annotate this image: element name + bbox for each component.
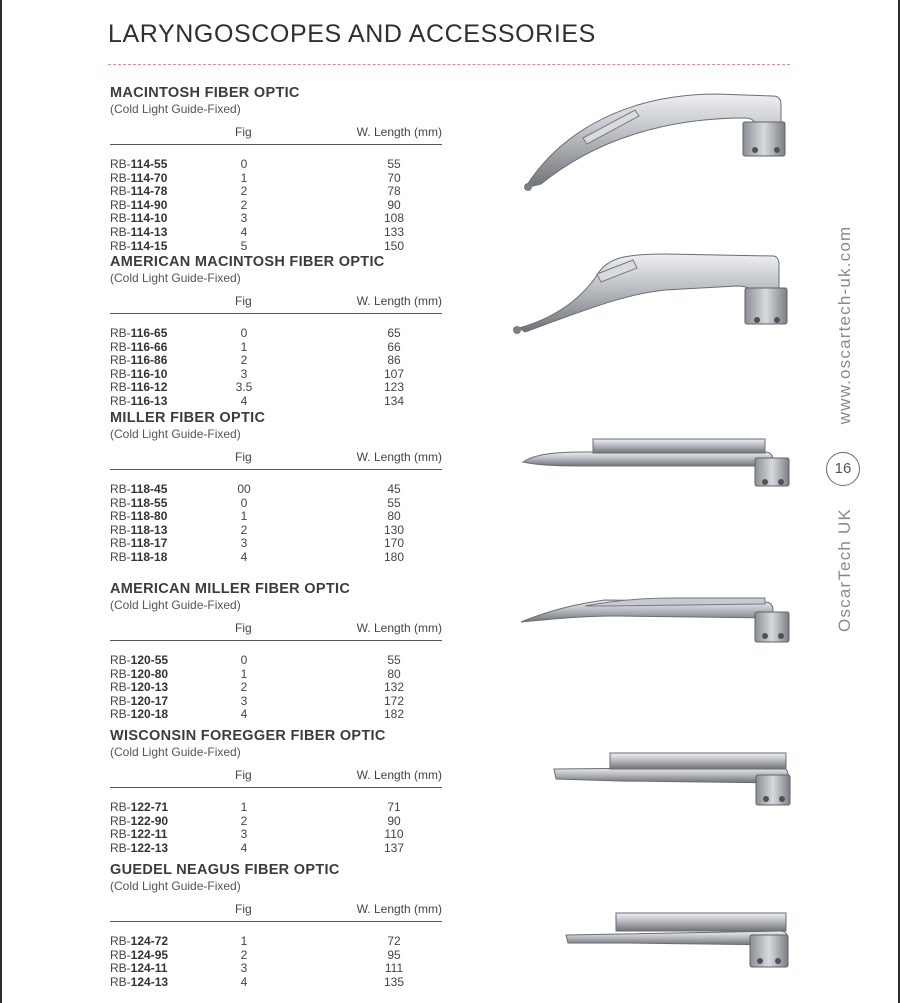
- item-fig: 2: [240, 813, 248, 828]
- item-code: RB-118-17: [110, 536, 168, 551]
- item-code: RB-114-13: [110, 224, 168, 239]
- item-fig: 4: [240, 707, 248, 722]
- table-row: [110, 158, 442, 172]
- header-fig: Fig: [235, 294, 252, 308]
- item-code: RB-114-90: [110, 197, 168, 212]
- table-rule: [110, 144, 442, 145]
- item-fig: 2: [240, 197, 248, 212]
- item-fig: 4: [240, 224, 248, 239]
- item-fig: 0: [240, 326, 248, 340]
- item-length: 110: [384, 827, 404, 842]
- section-subtitle: (Cold Light Guide-Fixed): [110, 598, 241, 612]
- item-fig: 2: [240, 522, 248, 537]
- item-length: 170: [383, 536, 405, 551]
- item-code: RB-124-95: [110, 947, 169, 962]
- item-code: RB-118-45: [110, 482, 168, 496]
- item-length: 86: [387, 353, 401, 368]
- page-number: 16: [826, 452, 860, 486]
- table-row: [110, 695, 442, 709]
- section-subtitle: (Cold Light Guide-Fixed): [110, 102, 241, 116]
- table-row: [110, 327, 442, 341]
- header-fig: Fig: [235, 621, 252, 635]
- item-length: 132: [383, 680, 405, 695]
- item-length: 182: [383, 707, 405, 722]
- item-length: 65: [387, 326, 401, 340]
- table-row: [110, 708, 442, 722]
- item-fig: 5: [240, 238, 248, 253]
- item-fig: 1: [240, 666, 248, 681]
- table-row: [110, 199, 442, 213]
- header-fig: Fig: [235, 450, 252, 464]
- item-length: 78: [387, 184, 401, 199]
- table-header: [110, 902, 442, 918]
- title-divider: [108, 64, 790, 65]
- item-length: 80: [387, 509, 401, 524]
- table-rule: [110, 787, 442, 788]
- item-code: RB-114-78: [110, 184, 168, 199]
- item-length: 80: [387, 666, 401, 681]
- table-rule: [110, 640, 442, 641]
- item-code: RB-114-10: [110, 211, 168, 226]
- section-title: WISCONSIN FOREGGER FIBER OPTIC: [110, 728, 386, 744]
- item-code: RB-118-80: [110, 509, 168, 524]
- table-row: [110, 681, 442, 695]
- item-fig: 0: [240, 653, 248, 667]
- table-row: [110, 842, 442, 856]
- table-header: [110, 621, 442, 637]
- item-code: RB-118-13: [110, 522, 168, 537]
- header-fig: Fig: [235, 125, 252, 139]
- header-length: W. Length (mm): [356, 450, 442, 464]
- item-length: 55: [387, 157, 401, 171]
- table-row: [110, 976, 442, 990]
- table-header: [110, 450, 442, 466]
- item-fig: 3: [240, 211, 248, 226]
- table-rule: [110, 313, 442, 314]
- table-row: [110, 483, 442, 497]
- section-subtitle: (Cold Light Guide-Fixed): [110, 271, 241, 285]
- table-row: [110, 815, 442, 829]
- table-rule: [110, 469, 442, 470]
- item-code: RB-118-55: [110, 495, 168, 510]
- product-section-macintosh: [110, 85, 442, 253]
- item-code: RB-116-10: [110, 366, 168, 381]
- table-header: [110, 125, 442, 141]
- item-length: 72: [387, 934, 401, 948]
- section-title: AMERICAN MACINTOSH FIBER OPTIC: [110, 254, 385, 270]
- item-fig: 2: [240, 680, 248, 695]
- item-length: 107: [383, 366, 405, 381]
- item-length: 133: [383, 224, 405, 239]
- section-title: AMERICAN MILLER FIBER OPTIC: [110, 581, 351, 597]
- table-row: [110, 395, 442, 409]
- table-row: [110, 962, 442, 976]
- table-row: [110, 654, 442, 668]
- table-row: [110, 551, 442, 565]
- item-code: RB-120-80: [110, 666, 169, 681]
- item-length: 150: [383, 238, 405, 253]
- item-fig: 1: [240, 800, 248, 814]
- item-fig: 3.5: [235, 380, 253, 395]
- item-fig: 2: [240, 353, 248, 368]
- item-code: RB-116-66: [110, 339, 168, 354]
- item-code: RB-116-86: [110, 353, 168, 368]
- item-fig: 3: [240, 366, 248, 381]
- header-fig: Fig: [235, 768, 252, 782]
- item-length: 123: [383, 380, 405, 395]
- item-fig: 0: [240, 495, 248, 510]
- item-fig: 1: [240, 509, 248, 524]
- wisconsin-foregger-blade-image: [550, 745, 795, 810]
- page-frame-left: [0, 0, 2, 1003]
- item-fig: 3: [240, 827, 248, 842]
- table-row: [110, 935, 442, 949]
- item-length: 135: [383, 974, 405, 989]
- item-code: RB-120-17: [110, 693, 169, 708]
- item-code: RB-122-11: [110, 827, 168, 842]
- item-code: RB-124-11: [110, 961, 168, 976]
- item-code: RB-120-55: [110, 653, 169, 667]
- item-length: 66: [387, 339, 401, 354]
- item-fig: 3: [240, 961, 248, 976]
- item-code: RB-114-70: [110, 170, 168, 185]
- website-url: www.oscartech-uk.com: [835, 225, 854, 425]
- product-section-american-miller: [110, 581, 442, 722]
- item-length: 70: [387, 170, 401, 185]
- item-length: 55: [387, 653, 401, 667]
- item-length: 90: [387, 813, 401, 828]
- product-section-miller: [110, 410, 442, 565]
- item-length: 71: [387, 800, 401, 814]
- header-length: W. Length (mm): [356, 902, 442, 916]
- item-fig: 4: [240, 974, 248, 989]
- table-row: [110, 368, 442, 382]
- table-row: [110, 240, 442, 254]
- product-section-wisconsin-foregger: [110, 728, 442, 855]
- table-row: [110, 172, 442, 186]
- american-macintosh-blade-image: [505, 248, 795, 338]
- table-row: [110, 381, 442, 395]
- item-code: RB-114-55: [110, 157, 168, 171]
- item-fig: 2: [240, 947, 248, 962]
- header-length: W. Length (mm): [356, 768, 442, 782]
- table-row: [110, 185, 442, 199]
- item-fig: 1: [240, 339, 248, 354]
- table-row: [110, 497, 442, 511]
- table-row: [110, 212, 442, 226]
- item-length: 55: [387, 495, 401, 510]
- guedel-neagus-blade-image: [562, 905, 794, 970]
- item-length: 95: [387, 947, 401, 962]
- item-code: RB-124-72: [110, 934, 169, 948]
- item-code: RB-122-90: [110, 813, 169, 828]
- header-length: W. Length (mm): [356, 621, 442, 635]
- item-code: RB-120-13: [110, 680, 169, 695]
- item-code: RB-120-18: [110, 707, 169, 722]
- item-fig: 2: [240, 184, 248, 199]
- product-section-american-macintosh: [110, 254, 442, 409]
- item-code: RB-122-71: [110, 800, 169, 814]
- item-code: RB-118-18: [110, 549, 168, 564]
- product-section-guedel-neagus: [110, 862, 442, 989]
- header-fig: Fig: [235, 902, 252, 916]
- table-row: [110, 341, 442, 355]
- item-fig: 4: [240, 840, 248, 855]
- item-fig: 3: [240, 693, 248, 708]
- table-rule: [110, 921, 442, 922]
- miller-blade-image: [515, 432, 795, 492]
- item-code: RB-124-13: [110, 974, 169, 989]
- section-subtitle: (Cold Light Guide-Fixed): [110, 745, 241, 759]
- table-header: [110, 768, 442, 784]
- item-code: RB-116-65: [110, 326, 168, 340]
- table-row: [110, 801, 442, 815]
- item-length: 111: [384, 961, 404, 976]
- table-row: [110, 226, 442, 240]
- item-length: 134: [383, 393, 405, 408]
- table-row: [110, 949, 442, 963]
- section-title: MILLER FIBER OPTIC: [110, 410, 266, 426]
- header-length: W. Length (mm): [356, 294, 442, 308]
- item-code: RB-122-13: [110, 840, 169, 855]
- item-code: RB-116-12: [110, 380, 168, 395]
- table-header: [110, 294, 442, 310]
- item-code: RB-114-15: [110, 238, 168, 253]
- header-length: W. Length (mm): [356, 125, 442, 139]
- item-code: RB-116-13: [110, 393, 168, 408]
- item-length: 90: [387, 197, 401, 212]
- page-title: LARYNGOSCOPES AND ACCESSORIES: [108, 20, 596, 48]
- item-fig: 0: [240, 157, 248, 171]
- brand-name: OscarTech UK: [835, 508, 854, 632]
- table-row: [110, 354, 442, 368]
- item-fig: 1: [240, 934, 248, 948]
- section-title: GUEDEL NEAGUS FIBER OPTIC: [110, 862, 340, 878]
- item-length: 180: [383, 549, 405, 564]
- macintosh-blade-image: [515, 80, 800, 200]
- section-subtitle: (Cold Light Guide-Fixed): [110, 427, 241, 441]
- item-length: 108: [383, 211, 405, 226]
- table-row: [110, 510, 442, 524]
- table-row: [110, 524, 442, 538]
- table-row: [110, 828, 442, 842]
- section-subtitle: (Cold Light Guide-Fixed): [110, 879, 241, 893]
- item-length: 172: [383, 693, 405, 708]
- section-title: MACINTOSH FIBER OPTIC: [110, 85, 300, 101]
- item-length: 137: [383, 840, 405, 855]
- item-length: 130: [383, 522, 405, 537]
- item-fig: 00: [237, 482, 251, 496]
- item-fig: 1: [240, 170, 248, 185]
- table-row: [110, 668, 442, 682]
- item-fig: 4: [240, 393, 248, 408]
- table-row: [110, 537, 442, 551]
- item-fig: 3: [240, 536, 248, 551]
- item-fig: 4: [240, 549, 248, 564]
- item-length: 45: [387, 482, 401, 496]
- american-miller-blade-image: [515, 588, 795, 648]
